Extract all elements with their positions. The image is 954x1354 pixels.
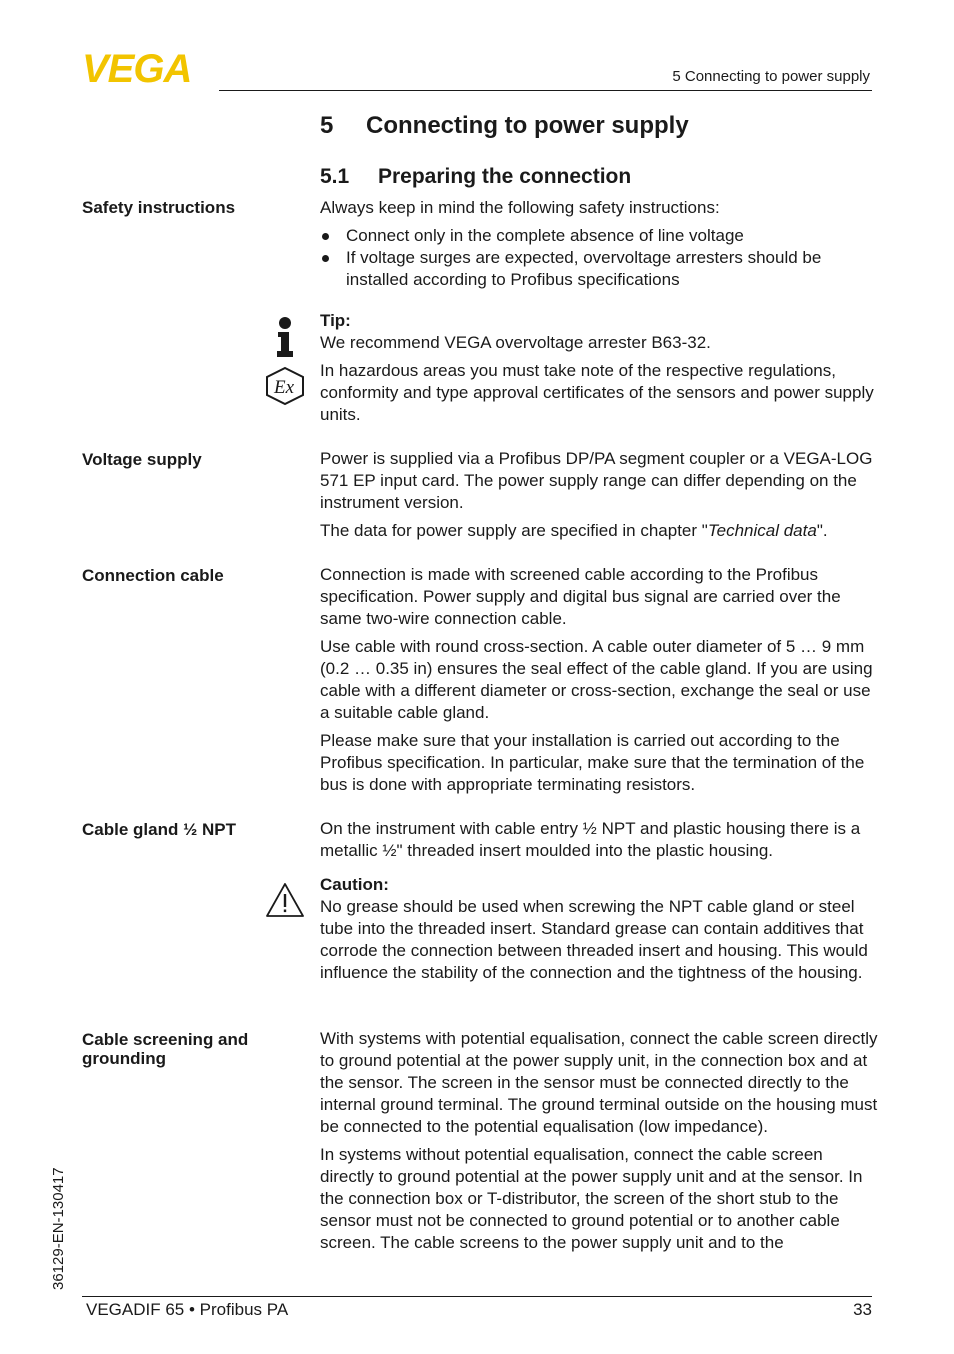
gland-block: [320, 818, 880, 868]
technical-data-reference: Technical data: [707, 521, 817, 540]
voltage-paragraph-1: Power is supplied via a Profibus DP/PA segment coupler or a VEGA-LOG 571 EP input card. The power supply range can differ depending on the instrument version.: [320, 449, 873, 512]
chapter-number: 5: [320, 112, 334, 139]
page-number: 33: [853, 1300, 872, 1319]
screening-paragraph-1: With systems with potential equalisation, connect the cable screen directly to ground potential at the power supply unit, in the connection box and at the sensor. The screen in the sensor must be connected directly to the internal ground terminal. The ground terminal outside on the housing must be connected to the potential equalisation (low impedance).: [320, 1029, 878, 1136]
running-head: 5 Connecting to power supply: [672, 68, 870, 85]
screening-paragraph-2: In systems without potential equalisation, connect the cable screen directly to ground potential at the power supply unit and at the sensor. In the connection box or T-distributor, the screen of the short stub to the sensor must not be connected to ground potential or to another cable screen. The cable screens to the power supply unit and to the: [320, 1145, 863, 1252]
ex-note-text: In hazardous areas you must take note of the respective regulations, conformity and type approval certificates of the sensors and power supply units.: [320, 361, 874, 424]
safety-block: [320, 197, 880, 291]
side-label-gland: Cable gland ½ NPT: [82, 820, 236, 839]
footer-product: VEGADIF 65 • Profibus PA: [86, 1300, 289, 1319]
logo-text: VEGA: [82, 52, 192, 84]
voltage-block: [320, 448, 880, 548]
gland-paragraph: On the instrument with cable entry ½ NPT and plastic housing there is a metallic ½" threaded insert moulded into the plastic housing.: [320, 819, 861, 860]
tip-text: We recommend VEGA overvoltage arrester B63-32.: [320, 333, 711, 352]
section-title: Preparing the connection: [378, 165, 632, 188]
warning-icon: [265, 882, 305, 923]
cable-block: [320, 564, 880, 802]
header-divider: [219, 90, 872, 91]
cable-paragraph-3: Please make sure that your installation is carried out according to the Profibus specification. In particular, make sure that the termination of the bus is done with appropriate terminating resistors.: [320, 731, 865, 794]
section-heading: [320, 165, 631, 189]
chapter-heading: [320, 112, 689, 140]
svg-text:Ex: Ex: [274, 377, 295, 398]
caution-block: [320, 874, 880, 990]
voltage-p2-before: The data for power supply are specified in chapter ": [320, 521, 708, 540]
safety-intro: Always keep in mind the following safety instructions:: [320, 198, 720, 217]
caution-text: No grease should be used when screwing the NPT cable gland or steel tube into the threaded insert. Standard grease can contain additives that corrode the connection between threaded insert and housing. This would influence the stability of the connection and the tightness of the housing.: [320, 897, 868, 982]
caution-title: Caution:: [320, 875, 389, 894]
vega-logo: [82, 52, 212, 84]
tip-title: Tip:: [320, 311, 351, 330]
side-label-safety: Safety instructions: [82, 198, 236, 217]
document-id: 36129-EN-130417: [50, 1167, 67, 1290]
footer-divider: [82, 1296, 872, 1297]
screening-block: [320, 1028, 880, 1260]
side-label-screening: Cable screening and grounding: [82, 1030, 249, 1068]
safety-list: [320, 225, 880, 291]
ex-icon: [264, 366, 306, 411]
side-label-cable: Connection cable: [82, 566, 224, 585]
voltage-p2-after: ".: [816, 521, 828, 540]
section-number: 5.1: [320, 165, 350, 188]
cable-paragraph-2: Use cable with round cross-section. A cable outer diameter of 5 … 9 mm (0.2 … 0.35 in) ensures the seal effect of the cable gland. If you are using cable with a different diameter or cross-section, exchange the seal or use a suitable cable gland.: [320, 637, 873, 722]
info-icon: [274, 316, 298, 363]
list-item: Connect only in the complete absence of line voltage: [320, 225, 880, 247]
voltage-paragraph-2: [320, 520, 880, 542]
chapter-title: Connecting to power supply: [366, 112, 689, 139]
list-item: If voltage surges are expected, overvoltage arresters should be installed according to Profibus specifications: [320, 247, 880, 291]
tip-block: [320, 310, 880, 432]
side-label-voltage: Voltage supply: [82, 450, 202, 469]
cable-paragraph-1: Connection is made with screened cable according to the Profibus specification. Power supply and digital bus signal are carried over the same two-wire connection cable.: [320, 565, 841, 628]
